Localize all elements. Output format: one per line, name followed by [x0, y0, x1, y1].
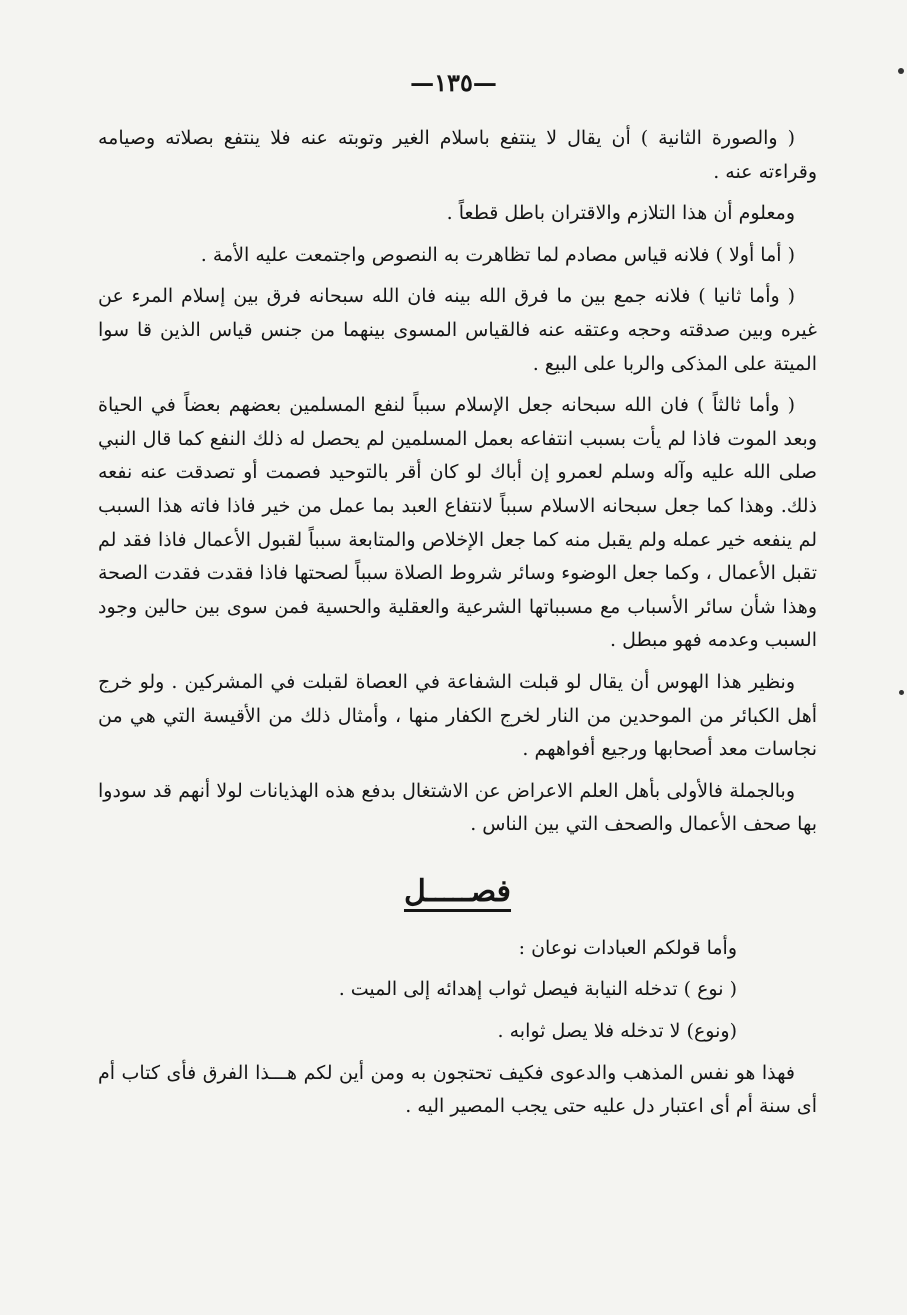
paragraph-first-reason: ( أما أولا ) فلانه قياس مصادم لما تظاهرت به النصوص واجتمعت عليه الأمة .: [200, 243, 795, 266]
paragraph-closing: فهذا هو نفس المذهب والدعوى فكيف تحتجون به ومن أين لكم هـــذا الفرق فأى كتاب أم أى سنة أم أى اعتبار دل عليه حتى يجب المصير اليه .: [98, 1061, 817, 1118]
page-number: —١٣٥—: [410, 68, 497, 97]
paragraph-known-invalid: ومعلوم أن هذا التلازم والاقتران باطل قطعاً .: [446, 202, 795, 225]
paragraph-second-form: ( والصورة الثانية ) أن يقال لا ينتفع باسلام الغير وتوبته عنه فلا ينتفع بصلاته وصيامه وقراءته عنه .: [98, 127, 817, 183]
paragraph-conclusion: وبالجملة فالأولى بأهل العلم الاعراض عن الاشتغال بدفع هذه الهذيانات لولا أنهم قد سودوا بها صحف الأعمال والصحف التي بين الناس .: [98, 779, 817, 836]
scan-speck: [899, 690, 904, 695]
paragraph-third-reason: ( وأما ثالثاً ) فان الله سبحانه جعل الإسلام سبباً لنفع المسلمين بعضهم بعضاً في الحياة وبعد الموت فاذا لم يأت بسبب انتفاعه بعمل المسلمين لم يحصل له ذلك النفع كما قال النبي صلى الله عليه وآله وسلم لعمرو إن أباك لو كان أقر بالتوحيد فصمت أو تصدقت عنه نفعه ذلك. وهذا كما جعل سبحانه الاسلام سبباً لانتفاع العبد بما عمل من خير فاذا فاته هذا السبب لم ينفعه خير عمله ولم يقبل منه كما جعل الإخلاص والمتابعة سبباً لقبول الأعمال فاذا فقد لم تقبل الأعمال ، وكما جعل الوضوء وسائر شروط الصلاة سبباً لصحتها فاذا فقدت فقدت الصحة وهذا شأن سائر الأسباب مع مسبباتها الشرعية والعقلية والحسية فمن سوى بين حالين وجود السبب وعدمه فهو مبطل .: [98, 394, 818, 652]
section-heading: فصـــــل: [403, 873, 512, 909]
paragraph-second-reason: ( وأما ثانيا ) فلانه جمع بين ما فرق الله بينه فان الله سبحانه فرق بين إسلام المرء عن غيره وبين صدقته وحجه وعتقه عنه فالقياس المسوى بينهما من جنس قياس الذين قا سوا الميتة على المذكى والربا على البيع .: [98, 285, 817, 375]
section-line-type-two: (ونوع) لا تدخله فلا يصل ثوابه .: [497, 1020, 737, 1043]
paragraph-analogy: ونظير هذا الهوس أن يقال لو قبلت الشفاعة في العصاة لقبلت في المشركين . ولو خرج أهل الكبائر من الموحدين من النار لخرج الكفار منها ، وأمثال ذلك من الأقيسة التي هي من نجاسات معد أصحابها ورجيع أفواههم .: [98, 670, 817, 761]
page-body: [98, 122, 817, 1132]
section-line-type-one: ( نوع ) تدخله النيابة فيصل ثواب إهدائه إلى الميت .: [338, 978, 737, 1001]
scan-speck: [898, 68, 904, 74]
section-line-intro: وأما قولكم العبادات نوعان :: [518, 936, 737, 959]
